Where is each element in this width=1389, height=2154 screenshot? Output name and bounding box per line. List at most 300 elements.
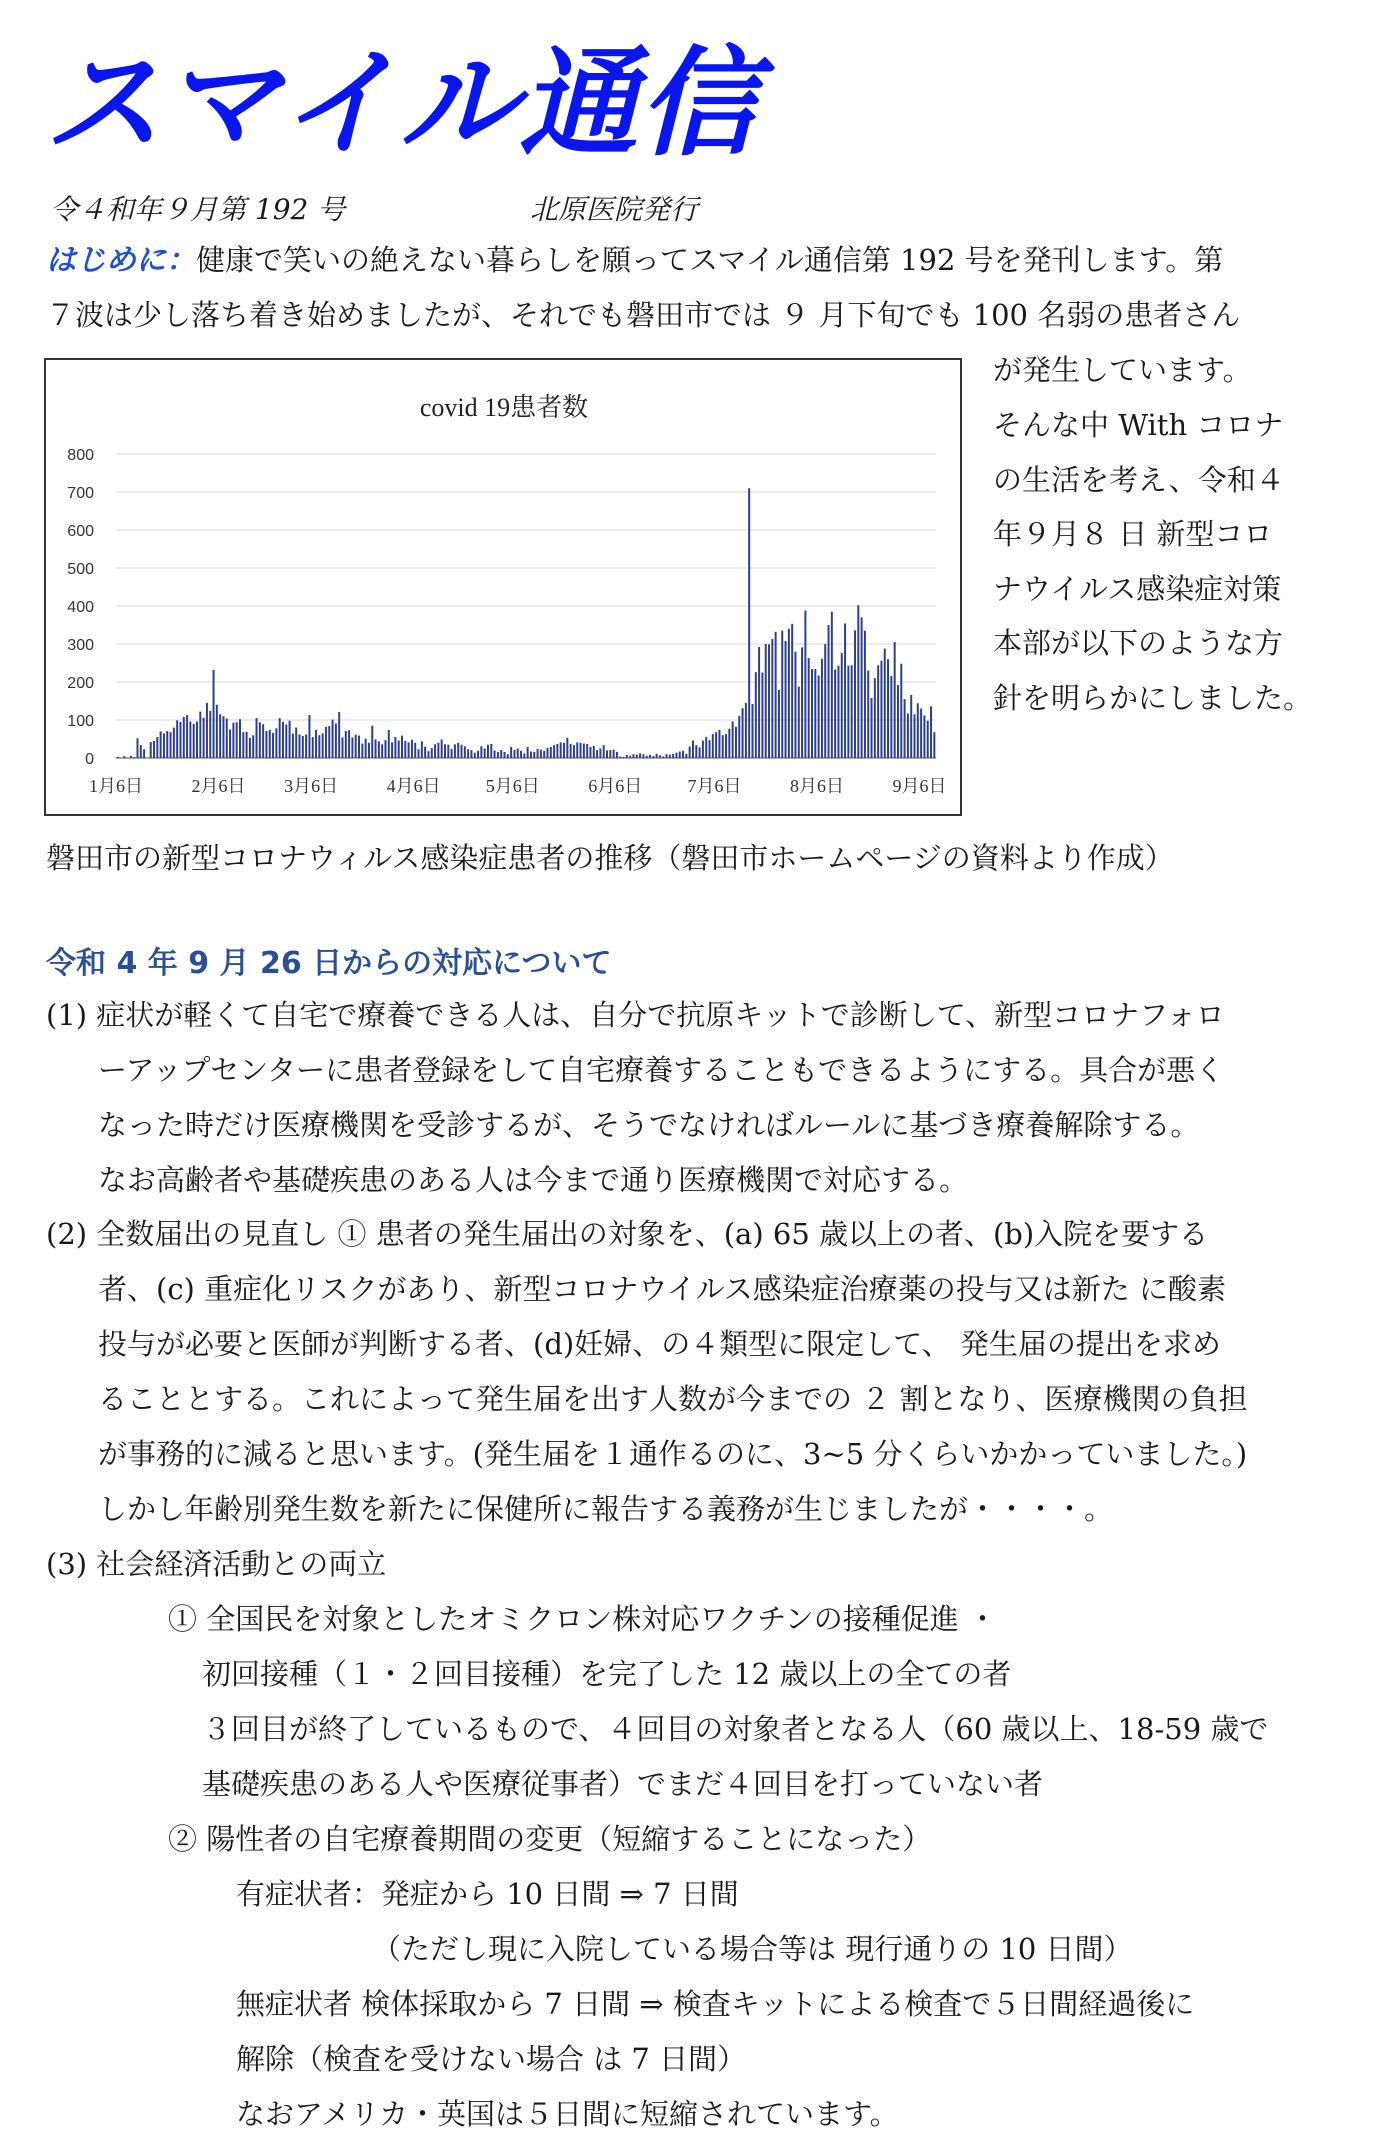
chart-bar	[689, 747, 691, 758]
y-tick-label: 800	[67, 447, 94, 464]
chart-caption: 磐田市の新型コロナウィルス感染症患者の推移（磐田市ホームページの資料より作成）	[46, 841, 1174, 875]
chart-bar	[745, 703, 747, 758]
chart-bar	[877, 665, 879, 758]
chart-bar	[328, 726, 330, 758]
chart-bar	[632, 754, 634, 758]
section-line: (2) 全数届出の見直し ① 患者の発生届出の対象を、(a) 65 歳以上の者、(b)入院を要する	[46, 1217, 1209, 1251]
chart-bar	[788, 629, 790, 758]
chart-bar	[556, 744, 558, 758]
chart-bar	[709, 740, 711, 758]
y-tick-label: 100	[67, 713, 94, 730]
chart-bar	[580, 743, 582, 758]
chart-bar	[553, 745, 555, 758]
chart-bar	[857, 605, 859, 758]
chart-bar	[414, 743, 416, 758]
chart-bar	[322, 733, 324, 758]
intro-label: はじめに：	[46, 243, 196, 278]
section-line: ることとする。これによって発生届を出す人数が今までの ２ 割となり、医療機関の負担	[98, 1382, 1248, 1416]
chart-bar	[252, 735, 254, 758]
chart-bar	[560, 742, 562, 758]
chart-bar	[728, 729, 730, 758]
chart-title: covid 19患者数	[419, 393, 589, 422]
chart-bar	[570, 744, 572, 758]
chart-bar	[381, 744, 383, 758]
section-line: 初回接種（１・２回目接種）を完了した 12 歳以上の全ての者	[202, 1657, 1012, 1691]
chart-bar	[133, 757, 135, 758]
chart-bar	[504, 752, 506, 758]
x-tick-label: 7月6日	[687, 776, 742, 796]
x-tick-label: 6月6日	[588, 776, 643, 796]
chart-bar	[923, 715, 925, 758]
chart-bar	[735, 727, 737, 758]
chart-bar	[173, 728, 175, 758]
chart-bar	[447, 745, 449, 758]
chart-bar	[887, 659, 889, 758]
chart-bar	[484, 749, 486, 759]
chart-bar	[752, 704, 754, 758]
chart-bar	[804, 611, 806, 758]
section-line: が事務的に減ると思います。(発生届を１通作るのに、3~5 分くらいかかっていました。)	[98, 1437, 1248, 1471]
section-line: (1) 症状が軽くて自宅で療養できる人は、自分で抗原キットで診断して、新型コロナフォロ	[46, 998, 1225, 1032]
section-line: 解除（検査を受けない場合 は 7 日間）	[236, 2042, 747, 2076]
chart-bar	[666, 754, 668, 758]
chart-bar	[375, 739, 377, 758]
chart-bar	[361, 744, 363, 758]
chart-bar	[199, 712, 201, 758]
issue-number: 令４和年９月第 192 号	[50, 193, 346, 226]
chart-bar	[213, 670, 215, 758]
section-line: ① 全国民を対象としたオミクロン株対応ワクチンの接種促進 ・	[168, 1602, 997, 1636]
chart-bar	[914, 714, 916, 758]
chart-bar	[910, 695, 912, 758]
chart-bar	[150, 742, 152, 758]
chart-bar	[170, 732, 172, 758]
section-line: 投与が必要と医師が判断する者、(d)妊婦、の４類型に限定して、 発生届の提出を求め	[98, 1327, 1221, 1361]
section-line: （ただし現に入院している場合等は 現行通りの 10 日間）	[372, 1932, 1133, 1966]
chart-bar	[507, 754, 509, 758]
chart-bar	[864, 631, 866, 758]
chart-bar	[778, 690, 780, 758]
chart-bar	[219, 714, 221, 758]
chart-bar	[368, 743, 370, 758]
chart-bar	[675, 753, 677, 758]
x-tick-label: 9月6日	[892, 776, 947, 796]
section-line: ② 陽性者の自宅療養期間の変更（短縮することになった）	[168, 1822, 932, 1856]
chart-bar	[391, 742, 393, 758]
chart-bar	[837, 666, 839, 758]
chart-bar	[431, 748, 433, 758]
chart-bar	[530, 752, 532, 758]
y-tick-label: 200	[67, 675, 94, 692]
chart-bar	[193, 724, 195, 758]
chart-bar	[705, 737, 707, 758]
chart-bar	[679, 752, 681, 758]
intro-line-6: 年９月８ 日 新型コロ	[993, 517, 1273, 551]
chart-bar	[292, 734, 294, 758]
chart-bar	[794, 652, 796, 758]
chart-bar	[342, 737, 344, 758]
chart-bar	[480, 746, 482, 758]
chart-bar	[467, 749, 469, 758]
chart-bar	[520, 751, 522, 758]
chart-bar	[636, 755, 638, 758]
chart-bar	[130, 756, 132, 758]
chart-bar	[831, 612, 833, 758]
chart-bar	[117, 757, 119, 758]
x-tick-label: 1月6日	[89, 776, 143, 796]
chart-bar	[599, 749, 601, 759]
chart-bar	[880, 661, 882, 758]
chart-bar	[239, 719, 241, 758]
chart-bar	[566, 738, 568, 758]
intro-line-3: が発生しています。	[993, 353, 1252, 387]
chart-bar	[771, 639, 773, 758]
chart-bar	[761, 673, 763, 759]
chart-bar	[222, 716, 224, 758]
chart-bar	[732, 722, 734, 758]
chart-bar	[474, 753, 476, 758]
section-line: ３回目が終了しているもので、４回目の対象者となる人（60 歳以上、18-59 歳で	[202, 1712, 1269, 1746]
intro-text: 健康で笑いの絶えない暮らしを願ってスマイル通信第 192 号を発刊します。第	[196, 243, 1224, 277]
chart-bar	[348, 730, 350, 758]
chart-bar	[537, 749, 539, 758]
chart-bar	[550, 747, 552, 758]
chart-bar	[160, 731, 162, 758]
chart-bar	[176, 720, 178, 758]
chart-bar	[229, 730, 231, 759]
chart-bar	[394, 737, 396, 758]
chart-bar	[867, 671, 869, 758]
chart-bar	[824, 644, 826, 758]
section-line: 有症状者：発症から 10 日間 ⇒ 7 日間	[236, 1877, 739, 1911]
chart-bar	[576, 742, 578, 758]
chart-bar	[378, 741, 380, 758]
chart-bar	[265, 731, 267, 758]
chart-bar	[715, 732, 717, 758]
chart-bar	[401, 736, 403, 758]
chart-bar	[884, 649, 886, 758]
chart-bar	[685, 754, 687, 758]
chart-bar	[427, 751, 429, 758]
chart-bar	[626, 755, 628, 758]
y-tick-label: 0	[85, 751, 94, 768]
section-line: なお高齢者や基礎疾患のある人は今まで通り医療機関で対応する。	[98, 1163, 969, 1197]
chart-bar	[725, 734, 727, 758]
chart-bar	[834, 669, 836, 758]
chart-bar	[259, 722, 261, 758]
chart-bar	[629, 756, 631, 758]
intro-line-8: 本部が以下のような方	[993, 626, 1284, 660]
chart-bar	[765, 644, 767, 758]
chart-bar	[659, 755, 661, 758]
chart-bar	[742, 708, 744, 758]
intro-line-2: ７波は少し落ち着き始めましたが、それでも磐田市では ９ 月下旬でも 100 名弱の患者さん	[46, 298, 1241, 332]
chart-bar	[596, 750, 598, 758]
chart-bar	[269, 730, 271, 758]
chart-bar	[216, 705, 218, 758]
chart-bar	[137, 738, 139, 758]
chart-bar	[295, 728, 297, 758]
chart-bar	[609, 750, 611, 758]
chart-bar	[490, 744, 492, 758]
chart-bar	[272, 733, 274, 758]
chart-bar	[358, 736, 360, 758]
chart-bar	[593, 746, 595, 758]
chart-bar	[345, 731, 347, 758]
chart-bar	[434, 744, 436, 758]
chart-bar	[861, 617, 863, 758]
chart-bar	[682, 751, 684, 758]
chart-bar	[543, 751, 545, 758]
chart-bar	[285, 725, 287, 758]
chart-bar	[206, 703, 208, 758]
chart-bar	[692, 741, 694, 758]
chart-bar	[189, 722, 191, 758]
chart-bar	[781, 631, 783, 758]
chart-bar	[256, 718, 258, 758]
chart-bar	[748, 488, 750, 758]
chart-bar	[695, 745, 697, 758]
chart-bar	[355, 735, 357, 758]
chart-bar	[510, 747, 512, 758]
chart-bar	[540, 750, 542, 758]
chart-bar	[437, 743, 439, 758]
chart-bar	[451, 749, 453, 758]
chart-bar	[589, 747, 591, 758]
chart-bar	[236, 722, 238, 758]
intro-line-5: の生活を考え、令和４	[993, 463, 1285, 497]
chart-bar	[365, 739, 367, 758]
chart-bar	[457, 743, 459, 758]
x-tick-label: 4月6日	[386, 776, 441, 796]
chart-bar	[874, 678, 876, 758]
chart-bar	[404, 741, 406, 758]
chart-bar	[821, 659, 823, 758]
y-tick-label: 400	[67, 599, 94, 616]
chart-bar	[718, 730, 720, 758]
publisher: 北原医院発行	[530, 193, 699, 226]
chart-bar	[755, 672, 757, 758]
section-line: 基礎疾患のある人や医療従事者）でまだ４回目を打っていない者	[202, 1767, 1044, 1801]
chart-bar	[841, 653, 843, 758]
chart-bar	[811, 669, 813, 758]
chart-bar	[758, 647, 760, 758]
x-tick-label: 3月6日	[284, 776, 339, 796]
chart-bar	[646, 756, 648, 758]
chart-bar	[424, 747, 426, 758]
chart-bar	[226, 718, 228, 758]
chart-bar	[411, 740, 413, 758]
chart-bar	[299, 734, 301, 758]
section-line: ーアップセンターに患者登録をして自宅療養することもできるようにする。具合が悪く	[98, 1053, 1225, 1087]
chart-bar	[196, 722, 198, 758]
chart-bar	[523, 753, 525, 758]
chart-bar	[332, 720, 334, 758]
y-tick-label: 600	[67, 523, 94, 540]
chart-bar	[500, 750, 502, 758]
chart-bar	[722, 735, 724, 758]
chart-bar	[851, 665, 853, 758]
chart-bar	[623, 757, 625, 758]
chart-bar	[603, 745, 605, 758]
chart-bar	[282, 722, 284, 758]
chart-bar	[900, 664, 902, 758]
chart-bar	[123, 756, 125, 758]
chart-bar	[289, 721, 291, 758]
chart-bar	[371, 726, 373, 758]
chart-bar	[613, 750, 615, 758]
chart-bar	[798, 687, 800, 758]
x-tick-label: 5月6日	[485, 776, 540, 796]
section-line: なおアメリカ・英国は５日間に短縮されています。	[236, 2097, 899, 2131]
chart-bar	[586, 744, 588, 758]
chart-bar	[930, 706, 932, 758]
chart-bar	[927, 721, 929, 758]
chart-bar	[533, 752, 535, 758]
x-tick-label: 8月6日	[790, 776, 844, 796]
chart-bar	[163, 733, 165, 758]
intro-line-7: ナウイルス感染症対策	[993, 572, 1282, 606]
section-line: なった時だけ医療機関を受診するが、そうでなければルールに基づき療養解除する。	[98, 1108, 1200, 1142]
chart-bar	[702, 741, 704, 758]
chart-bar	[662, 756, 664, 758]
chart-bar	[242, 732, 244, 758]
y-tick-label: 300	[67, 637, 94, 654]
chart-bar	[917, 703, 919, 758]
section-line: 者、(c) 重症化リスクがあり、新型コロナウイルス感染症治療薬の投与又は新た に酸素	[98, 1272, 1226, 1306]
chart-bar	[775, 632, 777, 758]
chart-bar	[818, 676, 820, 758]
chart-bar	[421, 741, 423, 758]
chart-bar	[249, 738, 251, 758]
intro-line-1	[46, 240, 1223, 281]
chart-bar	[894, 642, 896, 758]
chart-bar	[616, 752, 618, 758]
chart-frame	[44, 358, 962, 816]
y-tick-label: 500	[67, 561, 94, 578]
chart-bar	[907, 714, 909, 758]
chart-bar	[477, 751, 479, 758]
chart-bar	[871, 698, 873, 758]
chart-bar	[308, 715, 310, 758]
chart-bar	[669, 755, 671, 758]
section-heading: 令和 4 年 9 月 26 日からの対応について	[46, 946, 612, 981]
chart-bar	[656, 754, 658, 758]
chart-bar	[398, 741, 400, 758]
chart-bar	[672, 754, 674, 758]
chart-bar	[318, 735, 320, 758]
chart-bar	[315, 730, 317, 758]
chart-bar	[712, 734, 714, 758]
section-line: 無症状者 検体採取から 7 日間 ⇒ 検査キットによる検査で５日間経過後に	[236, 1987, 1195, 2021]
chart-bar	[890, 676, 892, 758]
chart-bar	[847, 666, 849, 758]
chart-bar	[312, 737, 314, 758]
chart-bar	[897, 685, 899, 758]
chart-bar	[497, 752, 499, 758]
chart-bar	[454, 744, 456, 758]
chart-bar	[801, 647, 803, 758]
chart-bar	[573, 745, 575, 758]
chart-bar	[699, 747, 701, 758]
chart-bar	[203, 718, 205, 758]
chart-bar	[262, 724, 264, 758]
chart-bar	[232, 723, 234, 758]
chart-bar	[470, 750, 472, 758]
chart-bar	[583, 744, 585, 758]
chart-bar	[166, 731, 168, 758]
chart-bar	[153, 741, 155, 758]
chart-bar	[246, 732, 248, 758]
chart-bar	[461, 745, 463, 758]
chart-bar	[183, 717, 185, 758]
chart-bar	[563, 743, 565, 758]
chart-bar	[808, 658, 810, 758]
chart-bar	[140, 745, 142, 758]
chart-bar	[351, 737, 353, 758]
chart-bar	[844, 623, 846, 758]
newsletter-title: スマイル通信	[44, 34, 760, 172]
chart-bar	[441, 739, 443, 758]
chart-bar	[527, 747, 529, 758]
chart-bar	[639, 753, 641, 758]
chart-bar	[275, 728, 277, 758]
chart-bar	[791, 624, 793, 758]
chart-bar	[408, 742, 410, 758]
chart-bar	[325, 727, 327, 758]
chart-bar	[444, 744, 446, 758]
chart-bar	[854, 630, 856, 758]
chart-bar	[305, 734, 307, 758]
chart-bar	[209, 711, 211, 758]
chart-bar	[933, 732, 935, 758]
chart-bar	[920, 709, 922, 758]
chart-bar	[487, 745, 489, 758]
chart-bar	[143, 749, 145, 758]
chart-bar	[335, 723, 337, 758]
chart-bar	[828, 625, 830, 758]
chart-bar	[642, 754, 644, 758]
chart-bar	[652, 756, 654, 758]
chart-bar	[606, 750, 608, 758]
section-line: しかし年齢別発生数を新たに保健所に報告する義務が生じましたが・・・・。	[98, 1492, 1114, 1526]
chart-bar	[513, 750, 515, 758]
chart-bar	[338, 712, 340, 758]
chart-bar	[517, 749, 519, 759]
intro-line-4: そんな中 With コロナ	[993, 408, 1284, 442]
x-tick-label: 2月6日	[191, 776, 246, 796]
chart-bar	[388, 730, 390, 758]
chart-bar	[418, 749, 420, 758]
chart-bar	[904, 699, 906, 758]
chart-bar	[619, 756, 621, 758]
intro-line-9: 針を明らかにしました。	[993, 681, 1313, 715]
chart-bar	[738, 716, 740, 758]
chart-bar	[464, 746, 466, 758]
chart-bar	[302, 736, 304, 758]
y-tick-label: 700	[67, 485, 94, 502]
chart-bar	[649, 755, 651, 758]
chart-bar	[547, 748, 549, 758]
chart-bar	[814, 669, 816, 758]
chart-bar	[768, 644, 770, 758]
chart-bar	[179, 722, 181, 758]
chart-bar	[494, 750, 496, 758]
chart-bar	[785, 641, 787, 758]
covid-bar-chart	[46, 360, 960, 814]
chart-bar	[156, 737, 158, 758]
chart-bar	[186, 715, 188, 758]
